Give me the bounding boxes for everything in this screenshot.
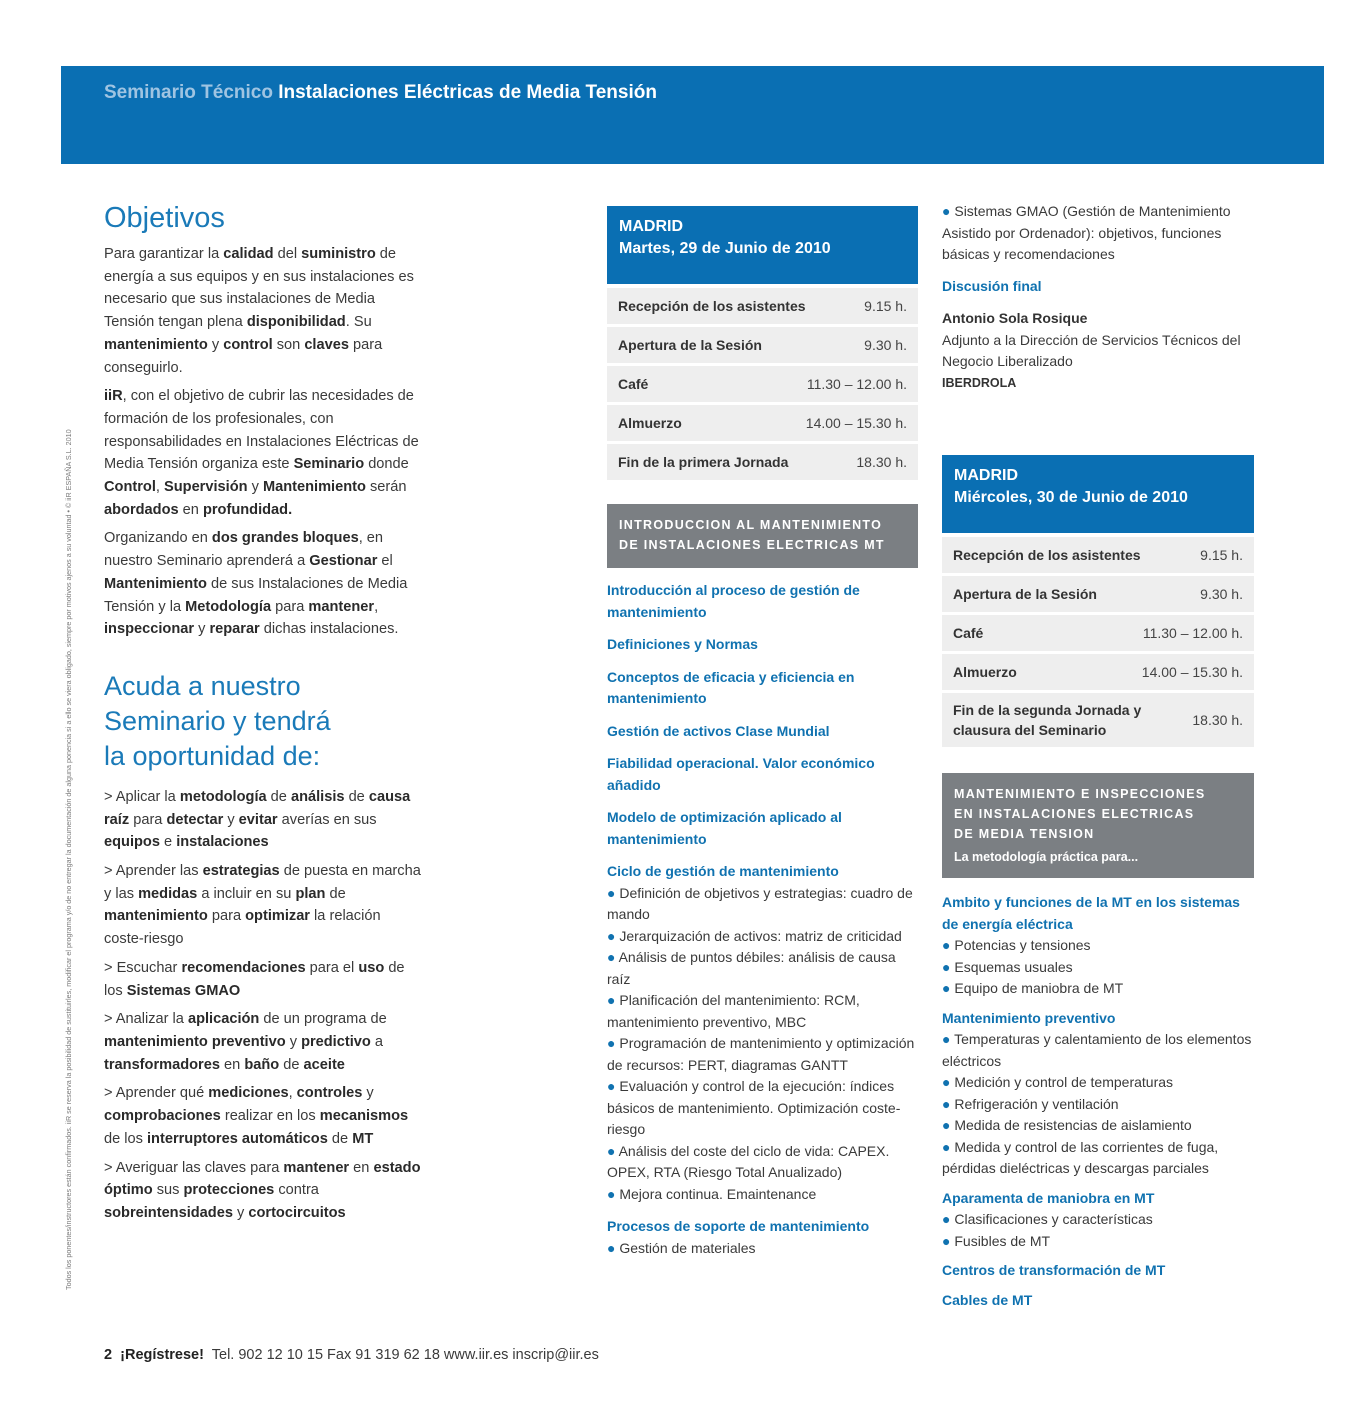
emphasis-text: inspeccionar <box>104 621 195 638</box>
emphasis-text: Seminario <box>293 456 365 473</box>
body-text: de <box>266 788 291 805</box>
body-text: y <box>362 1085 374 1102</box>
objectives-heading: Objetivos <box>104 202 225 234</box>
body-text: y <box>285 1033 302 1050</box>
schedule-label: Recepción de los asistentes <box>953 547 1141 563</box>
objectives-paragraph <box>104 527 424 641</box>
day2-date-box <box>942 455 1254 533</box>
emphasis-text: Gestionar <box>309 553 378 570</box>
bullet-text: Sistemas GMAO (Gestión de Mantenimiento Asistido por Ordenador): objetivos, funciones básicas y recomendaciones <box>942 203 1231 262</box>
emphasis-text: MT <box>352 1130 374 1147</box>
seminar-name: Instalaciones Eléctricas de Media Tensión <box>278 82 657 103</box>
bullet-text: Programación de mantenimiento y optimización de recursos: PERT, diagramas GANTT <box>607 1035 915 1073</box>
schedule-time: 9.30 h. <box>864 337 907 353</box>
bullet-dot-icon: ● <box>607 1035 620 1051</box>
schedule-label: Almuerzo <box>953 664 1017 680</box>
schedule-label: Fin de la segunda Jornada y clausura del Seminario <box>953 702 1142 738</box>
body-text: para <box>129 811 167 828</box>
body-text: Para garantizar la <box>104 246 224 262</box>
schedule-time: 18.30 h. <box>856 454 907 470</box>
schedule-row <box>607 366 918 402</box>
body-text: para el <box>305 959 359 976</box>
bullet-dot-icon: ● <box>942 1211 955 1227</box>
emphasis-text: interruptores automáticos <box>147 1130 328 1147</box>
topic-title: Aparamenta de maniobra en MT <box>942 1189 1155 1206</box>
opportunity-heading-line: Seminario y tendrá <box>104 705 331 736</box>
body-text: , <box>374 598 379 615</box>
bullet-text: Clasificaciones y características <box>954 1211 1153 1227</box>
bullet-dot-icon: ● <box>607 949 619 965</box>
bullet-text: Mejora continua. Emaintenance <box>619 1185 817 1202</box>
emphasis-text: Mantenimiento <box>262 479 366 496</box>
topic-bullet <box>607 947 918 990</box>
body-text: serán <box>365 479 407 496</box>
body-text: y <box>247 479 263 496</box>
emphasis-text: transformadores <box>104 1056 220 1073</box>
emphasis-text: equipos <box>104 834 160 851</box>
emphasis-text: dos grandes bloques <box>211 530 359 547</box>
block-title-line: DE INSTALACIONES ELECTRICAS MT <box>619 538 885 552</box>
objectives-column <box>104 200 424 1231</box>
day2-block-title <box>942 773 1254 878</box>
body-text: > Aprender las <box>104 863 203 880</box>
gmao-bullet <box>942 201 1254 266</box>
block-title-line: DE MEDIA TENSION <box>954 827 1095 841</box>
emphasis-text: mecanismos <box>319 1108 409 1125</box>
bullet-text: Medida y control de las corrientes de fuga, pérdidas dieléctricas y descargas parciales <box>942 1138 1219 1176</box>
bullet-text: Fusibles de MT <box>954 1232 1051 1249</box>
schedule-time: 11.30 – 12.00 h. <box>1142 625 1243 641</box>
schedule-time: 9.15 h. <box>864 298 907 314</box>
program-topic <box>607 634 918 656</box>
bullet-dot-icon: ● <box>942 1117 955 1133</box>
block-subtitle: La metodología práctica para... <box>954 850 1139 864</box>
program-topic <box>942 892 1254 1000</box>
schedule-row <box>942 576 1254 612</box>
program-topic <box>942 1260 1254 1282</box>
emphasis-text: Metodología <box>185 598 272 615</box>
topic-bullet <box>942 1029 1254 1072</box>
schedule-row <box>607 327 918 363</box>
body-text: donde <box>364 456 409 473</box>
emphasis-text: predictivo <box>301 1033 371 1050</box>
body-text: Organizando en <box>104 530 212 547</box>
emphasis-text: sobreintensidades <box>104 1204 233 1221</box>
opportunity-heading-line: Acuda a nuestro <box>104 670 301 701</box>
body-text: > Aprender qué <box>104 1085 209 1102</box>
schedule-row <box>942 537 1254 573</box>
schedule-row <box>942 654 1254 690</box>
block-title-line: EN INSTALACIONES ELECTRICAS <box>954 807 1195 821</box>
emphasis-text: mantenimiento preventivo <box>104 1033 286 1050</box>
schedule-row <box>607 444 918 480</box>
body-text: y <box>194 621 210 638</box>
topic-title: Definiciones y Normas <box>607 636 758 652</box>
body-text: . Su <box>345 314 372 331</box>
day1-block-title <box>607 504 918 568</box>
bullet-dot-icon: ● <box>607 927 620 944</box>
body-text: y <box>223 811 239 828</box>
program-topic <box>942 1188 1254 1253</box>
emphasis-text: mediciones <box>208 1085 289 1102</box>
emphasis-text: profundidad. <box>202 501 293 518</box>
opportunity-heading <box>104 669 424 774</box>
emphasis-text: metodología <box>179 788 267 805</box>
body-text: para <box>207 908 246 925</box>
topic-bullet <box>942 957 1254 979</box>
schedule-row <box>942 693 1254 747</box>
bullet-text: Medida de resistencias de aislamiento <box>954 1117 1192 1133</box>
emphasis-text: aplicación <box>187 1011 260 1028</box>
topic-bullet <box>942 1115 1254 1137</box>
opportunity-item <box>104 1157 424 1225</box>
day2-topics <box>942 892 1254 1311</box>
program-topic <box>607 580 918 623</box>
bullet-text: Análisis de puntos débiles: análisis de causa raíz <box>607 949 896 987</box>
header-banner <box>61 66 1324 164</box>
topic-bullet <box>942 1072 1254 1094</box>
schedule-row <box>607 288 918 324</box>
opportunity-heading-line: la oportunidad de: <box>104 740 321 771</box>
topic-bullet <box>607 1184 918 1206</box>
schedule-row <box>607 405 918 441</box>
body-text: para <box>271 598 309 615</box>
body-text: , <box>155 479 164 496</box>
topic-bullet <box>607 1076 918 1141</box>
bullet-dot-icon: ● <box>607 992 620 1008</box>
bullet-dot-icon: ● <box>607 1239 620 1256</box>
emphasis-text: recomendaciones <box>181 959 306 976</box>
body-text: dichas instalaciones. <box>259 621 399 638</box>
page-footer <box>104 1347 599 1363</box>
topic-bullet <box>607 990 918 1033</box>
opportunity-item <box>104 860 424 951</box>
bullet-dot-icon: ● <box>942 1232 955 1249</box>
block-title-line: MANTENIMIENTO E INSPECCIONES <box>954 787 1206 801</box>
emphasis-text: Supervisión <box>164 479 248 496</box>
speaker-name: Antonio Sola Rosique <box>942 310 1088 326</box>
program-topic <box>607 861 918 1205</box>
register-label: ¡Regístrese! <box>120 1347 204 1363</box>
day1-schedule <box>607 288 918 480</box>
topic-title: Modelo de optimización aplicado al mantenimiento <box>607 809 842 847</box>
body-text: en <box>219 1056 245 1073</box>
body-text: de <box>325 885 346 902</box>
schedule-row <box>942 615 1254 651</box>
bullet-text: Análisis del coste del ciclo de vida: CAPEX. OPEX, RTA (Riesgo Total Anualizado) <box>607 1142 890 1180</box>
bullet-text: Gestión de materiales <box>619 1239 756 1256</box>
emphasis-text: optimizar <box>245 908 310 925</box>
body-text: de energía a sus equipos y en sus instalaciones es necesario que sus instalaciones de Media Tensión tengan plena <box>104 246 414 331</box>
emphasis-text: mantener <box>283 1159 350 1176</box>
day2-schedule <box>942 537 1254 747</box>
body-text: y <box>232 1204 249 1221</box>
emphasis-text: evitar <box>238 811 278 828</box>
topic-title: Conceptos de eficacia y eficiencia en mantenimiento <box>607 668 855 706</box>
schedule-label: Café <box>618 376 649 392</box>
opportunity-item <box>104 957 424 1002</box>
topic-title: Centros de transformación de MT <box>942 1262 1166 1278</box>
schedule-label: Apertura de la Sesión <box>953 586 1097 602</box>
program-topic <box>942 1008 1254 1180</box>
body-text: averías en sus <box>277 811 377 828</box>
body-text: > Aplicar la <box>104 788 180 805</box>
day2-city: MADRID <box>954 467 1018 484</box>
schedule-label: Apertura de la Sesión <box>618 337 762 353</box>
bullet-text: Definición de objetivos y estrategias: cuadro de mando <box>607 884 913 922</box>
emphasis-text: análisis <box>290 788 345 805</box>
body-text: sus <box>152 1182 184 1199</box>
topic-title: Fiabilidad operacional. Valor económico añadido <box>607 755 875 793</box>
objectives-paragraph <box>104 385 424 521</box>
topic-bullet <box>942 935 1254 957</box>
body-text: de <box>327 1130 353 1147</box>
emphasis-text: cortocircuitos <box>248 1204 346 1221</box>
schedule-time: 18.30 h. <box>1192 712 1243 728</box>
program-topic <box>607 667 918 710</box>
emphasis-text: suministro <box>301 246 376 262</box>
body-text: a <box>370 1033 383 1050</box>
emphasis-text: claves <box>304 336 349 353</box>
emphasis-text: causa raíz <box>104 788 411 828</box>
topic-bullet <box>942 1231 1254 1253</box>
emphasis-text: Control <box>104 479 156 496</box>
body-text: realizar en los <box>220 1108 320 1125</box>
body-text: de <box>344 788 369 805</box>
opportunity-item <box>104 1082 424 1150</box>
emphasis-text: aceite <box>303 1056 345 1073</box>
topic-title: Mantenimiento preventivo <box>942 1009 1116 1026</box>
body-text: de sus Instalaciones de Media Tensión y la <box>104 575 408 615</box>
schedule-label: Recepción de los asistentes <box>618 298 806 314</box>
bullet-dot-icon: ● <box>942 1138 955 1155</box>
day2-column <box>942 201 1254 1319</box>
schedule-time: 9.30 h. <box>1200 586 1243 602</box>
body-text: del <box>273 246 302 262</box>
body-text: son <box>272 336 305 353</box>
body-text: > Escuchar <box>104 959 182 976</box>
bullet-text: Medición y control de temperaturas <box>954 1074 1174 1090</box>
body-text: > Averiguar las claves para <box>104 1159 284 1176</box>
body-text: de los <box>104 959 405 999</box>
emphasis-text: controles <box>296 1085 363 1102</box>
day1-date-box <box>607 206 918 284</box>
emphasis-text: estrategias <box>202 863 280 880</box>
day1-topics <box>607 580 918 1259</box>
emphasis-text: mantenimiento <box>104 908 208 925</box>
topic-bullet <box>942 1209 1254 1231</box>
emphasis-text: medidas <box>138 885 198 902</box>
bullet-dot-icon: ● <box>942 203 951 219</box>
body-text: en <box>349 1159 374 1176</box>
topic-bullet <box>607 883 918 926</box>
body-text: para conseguirlo. <box>104 336 383 376</box>
body-text: de <box>279 1056 304 1073</box>
schedule-label: Fin de la primera Jornada <box>618 454 789 470</box>
emphasis-text: protecciones <box>183 1182 275 1199</box>
legal-note: Todos los ponentes/instructores están confirmados. iiR se reserva la posibilidad de sustituirles, modificar el programa y/o de no entregar la documentación de alguna ponencia si a ello se viera obligado, siempre por motivos ajenos a su voluntad • © iiR ESPAÑA S.L. 2010 <box>64 429 73 1290</box>
day2-date: Miércoles, 30 de Junio de 2010 <box>954 489 1188 506</box>
topic-title: Ciclo de gestión de mantenimiento <box>607 863 839 879</box>
opportunity-item <box>104 786 424 854</box>
speaker-company: IBERDROLA <box>942 375 1017 390</box>
program-topic <box>607 1216 918 1259</box>
topic-bullet <box>942 1094 1254 1116</box>
body-text: de puesta en marcha y las <box>104 863 421 902</box>
bullet-text: Jerarquización de activos: matriz de criticidad <box>619 927 902 944</box>
body-text: contra <box>274 1182 319 1199</box>
bullet-text: Potencias y tensiones <box>954 937 1091 953</box>
emphasis-text: Mantenimiento <box>104 575 207 592</box>
program-topic <box>607 807 918 850</box>
topic-bullet <box>942 978 1254 1000</box>
day1-date: Martes, 29 de Junio de 2010 <box>619 240 831 257</box>
topic-bullet <box>942 1137 1254 1180</box>
emphasis-text: baño <box>244 1056 280 1073</box>
topic-title: Ambito y funciones de la MT en los sistemas de energía eléctrica <box>942 894 1240 932</box>
bullet-text: Planificación del mantenimiento: RCM, mantenimiento preventivo, MBC <box>607 992 860 1030</box>
emphasis-text: abordados <box>104 501 179 518</box>
bullet-text: Temperaturas y calentamiento de los elementos eléctricos <box>942 1031 1252 1069</box>
bullet-dot-icon: ● <box>942 1074 955 1090</box>
bullet-dot-icon: ● <box>942 1095 955 1112</box>
emphasis-text: calidad <box>223 246 274 262</box>
page-number: 2 <box>104 1347 113 1363</box>
topic-bullet <box>607 926 918 948</box>
bullet-dot-icon: ● <box>607 1142 619 1159</box>
body-text: a incluir en su <box>197 885 296 902</box>
contact-info: Tel. 902 12 10 15 Fax 91 319 62 18 www.iir.es inscrip@iir.es <box>211 1347 599 1363</box>
bullet-dot-icon: ● <box>607 884 620 901</box>
body-text: > Analizar la <box>104 1011 188 1028</box>
topic-title: Gestión de activos Clase Mundial <box>607 722 830 739</box>
bullet-dot-icon: ● <box>607 1078 620 1094</box>
bullet-dot-icon: ● <box>607 1185 620 1202</box>
emphasis-text: control <box>223 336 273 353</box>
body-text: y <box>207 336 224 353</box>
seminar-title <box>104 82 657 104</box>
schedule-time: 14.00 – 15.30 h. <box>805 415 907 431</box>
topic-bullet <box>607 1033 918 1076</box>
emphasis-text: mantener <box>308 598 375 615</box>
body-text: el <box>377 553 393 570</box>
bullet-dot-icon: ● <box>942 980 955 996</box>
program-topic <box>607 753 918 796</box>
bullet-text: Esquemas usuales <box>954 958 1073 975</box>
schedule-time: 9.15 h. <box>1200 547 1243 563</box>
seminar-type: Seminario Técnico <box>104 82 273 103</box>
opportunity-item <box>104 1008 424 1076</box>
emphasis-text: estado óptimo <box>104 1159 421 1199</box>
bullet-dot-icon: ● <box>942 1031 955 1047</box>
bullet-text: Refrigeración y ventilación <box>954 1095 1119 1112</box>
topic-title: Introducción al proceso de gestión de mantenimiento <box>607 582 860 620</box>
bullet-dot-icon: ● <box>942 958 955 975</box>
final-discussion-title: Discusión final <box>942 277 1042 294</box>
emphasis-text: iiR <box>104 388 123 405</box>
emphasis-text: uso <box>358 959 385 976</box>
day1-column <box>607 206 918 1270</box>
topic-title: Procesos de soporte de mantenimiento <box>607 1218 870 1234</box>
emphasis-text: disponibilidad <box>246 314 346 331</box>
body-text: , con el objetivo de cubrir las necesidades de formación de los profesionales, con responsabilidades en Instalaciones Eléctricas de Media Tensión organiza este <box>104 388 419 473</box>
topic-title: Cables de MT <box>942 1291 1033 1308</box>
schedule-label: Café <box>953 625 984 641</box>
topic-bullet <box>607 1238 918 1260</box>
schedule-time: 14.00 – 15.30 h. <box>1141 664 1243 680</box>
program-topic <box>607 721 918 743</box>
emphasis-text: reparar <box>209 621 260 638</box>
bullet-text: Equipo de maniobra de MT <box>954 980 1124 996</box>
program-topic <box>942 1290 1254 1312</box>
speaker-role: Adjunto a la Dirección de Servicios Técnicos del Negocio Liberalizado <box>942 331 1241 369</box>
objectives-paragraph <box>104 243 424 379</box>
body-text: en <box>178 501 203 518</box>
body-text: de un programa de <box>259 1011 387 1028</box>
emphasis-text: Sistemas GMAO <box>126 982 241 999</box>
schedule-label: Almuerzo <box>618 415 682 431</box>
emphasis-text: plan <box>295 885 326 902</box>
body-text: , en nuestro Seminario aprenderá a <box>104 530 384 570</box>
bullet-text: Evaluación y control de la ejecución: índices básicos de mantenimiento. Optimización coste-riesgo <box>607 1078 901 1137</box>
emphasis-text: comprobaciones <box>104 1108 221 1125</box>
body-text: de los <box>104 1130 147 1147</box>
bullet-dot-icon: ● <box>942 937 955 953</box>
day1-city: MADRID <box>619 218 683 235</box>
body-text: e <box>159 834 177 851</box>
emphasis-text: detectar <box>166 811 224 828</box>
body-text: , <box>288 1085 297 1102</box>
emphasis-text: instalaciones <box>176 834 269 851</box>
schedule-time: 11.30 – 12.00 h. <box>806 376 907 392</box>
body-text: la relación coste-riesgo <box>104 908 381 948</box>
emphasis-text: mantenimiento <box>104 336 208 353</box>
topic-bullet <box>607 1141 918 1184</box>
block-title-line: INTRODUCCION AL MANTENIMIENTO <box>619 518 883 532</box>
